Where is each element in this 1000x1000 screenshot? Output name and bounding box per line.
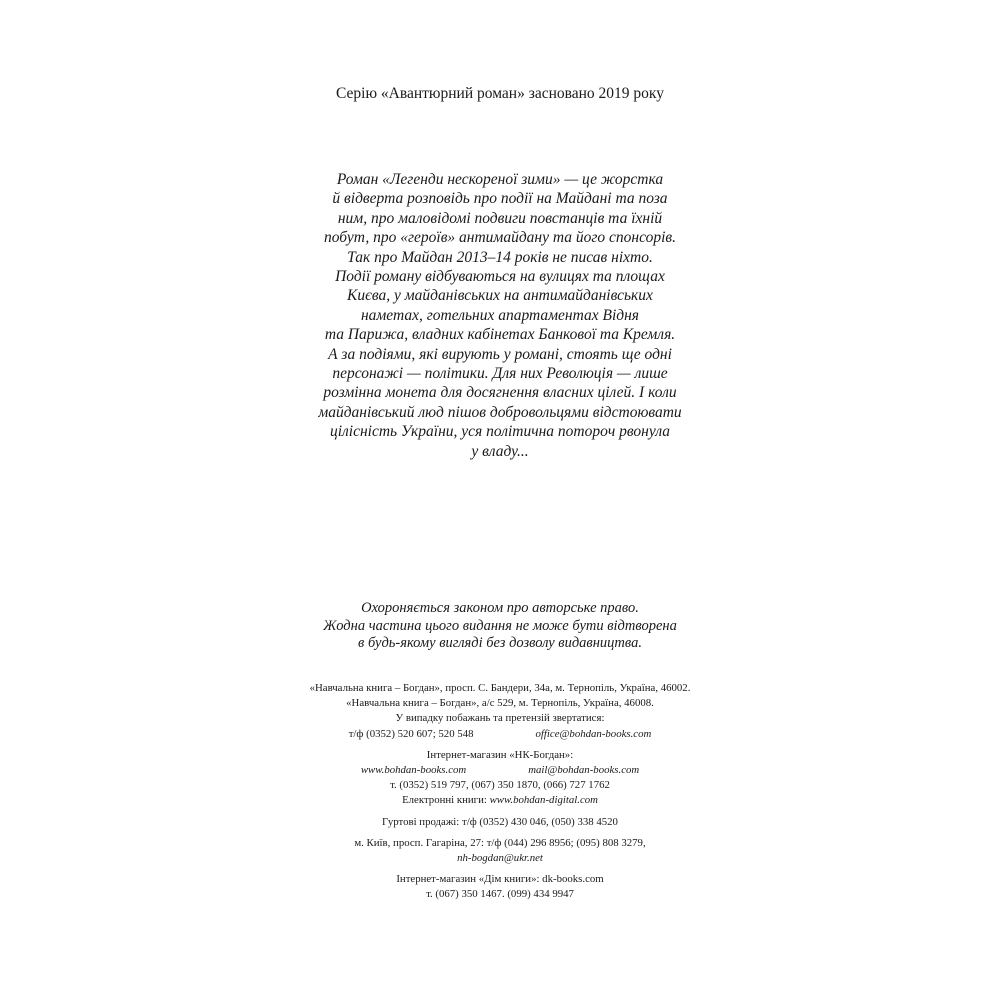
publisher-address-2: «Навчальна книга – Богдан», а/с 529, м. Тернопіль, Україна, 46008. bbox=[346, 697, 654, 710]
annotation-line: А за подіями, які вирують у романі, стоять ще одні bbox=[328, 345, 672, 363]
annotation-line: наметах, готельних апартаментах Відня bbox=[360, 306, 640, 324]
complaints-email: office@bohdan-books.com bbox=[535, 727, 652, 740]
complaints-label: У випадку побажань та претензій звертатися: bbox=[395, 712, 605, 725]
publisher-address-1: «Навчальна книга – Богдан», просп. С. Бандери, 34а, м. Тернопіль, Україна, 46002. bbox=[309, 682, 691, 694]
annotation-line: у владу... bbox=[471, 442, 529, 460]
annotation-line: Так про Майдан 2013–14 років не писав ніхто. bbox=[347, 248, 653, 266]
shop-email: mail@bohdan-books.com bbox=[528, 764, 640, 777]
dk-shop-phones: т. (067) 350 1467. (099) 434 9947 bbox=[426, 888, 574, 901]
shop-site: www.bohdan-books.com bbox=[360, 764, 467, 777]
annotation-line: розмінна монета для досягнення власних цілей. І коли bbox=[323, 384, 677, 402]
annotation-line: та Парижа, владних кабінетах Банкової та Кремля. bbox=[324, 326, 676, 344]
shop-label: Інтернет-магазин «НК-Богдан»: bbox=[426, 748, 574, 761]
ebooks-line bbox=[200, 793, 800, 808]
complaints-phone: т/ф (0352) 520 607; 520 548 bbox=[348, 727, 474, 740]
copyright-line: в будь-якому вигляді без дозволу видавництва. bbox=[358, 635, 642, 651]
annotation-line: цілісність України, уся політична поторoч рвонула bbox=[329, 423, 671, 441]
annotation-line: Роман «Легенди нескореної зими» — це жорстка bbox=[336, 171, 664, 188]
kyiv-email: nh-bogdan@ukr.net bbox=[457, 852, 543, 865]
series-note: Серію «Авантюрний роман» засновано 2019 року bbox=[336, 85, 664, 102]
book-annotation bbox=[250, 170, 750, 461]
copyright-line: Охороняється законом про авторське право. bbox=[361, 600, 639, 616]
annotation-line: ним, про маловідомі подвиги повстанців та їхній bbox=[337, 209, 663, 227]
annotation-line: Києва, у майданівських на антимайданівських bbox=[347, 287, 653, 305]
ebooks-label: Електронні книги: bbox=[402, 794, 487, 807]
annotation-line: персонажі — політики. Для них Революція — лише bbox=[332, 365, 668, 383]
annotation-line: майданівський люд пішов добровольцями відстоювати bbox=[318, 403, 682, 421]
shop-contacts bbox=[200, 763, 800, 778]
annotation-line: Події роману відбуваються на вулицях та площах bbox=[335, 268, 665, 286]
ebooks-site: www.bohdan-digital.com bbox=[489, 794, 598, 807]
shop-phones: т. (0352) 519 797, (067) 350 1870, (066) 727 1762 bbox=[390, 779, 610, 792]
annotation-line: побут, про «героїв» антимайдану та його спонсорів. bbox=[323, 229, 677, 247]
copyright-line: Жодна частина цього видання не може бути відтворена bbox=[323, 617, 677, 634]
dk-shop-label: Інтернет-магазин «Дім книги»: dk-books.com bbox=[396, 873, 604, 886]
kyiv-address: м. Київ, просп. Гагаріна, 27: т/ф (044) 296 8956; (095) 808 3279, bbox=[354, 836, 646, 849]
complaints-contacts bbox=[200, 727, 800, 742]
annotation-line: й відверта розповідь про події на Майдані та поза bbox=[332, 190, 668, 208]
copyright-notice bbox=[250, 600, 750, 653]
publisher-imprint bbox=[200, 681, 800, 903]
wholesale-line: Гуртові продажі: т/ф (0352) 430 046, (050) 338 4520 bbox=[382, 815, 618, 828]
